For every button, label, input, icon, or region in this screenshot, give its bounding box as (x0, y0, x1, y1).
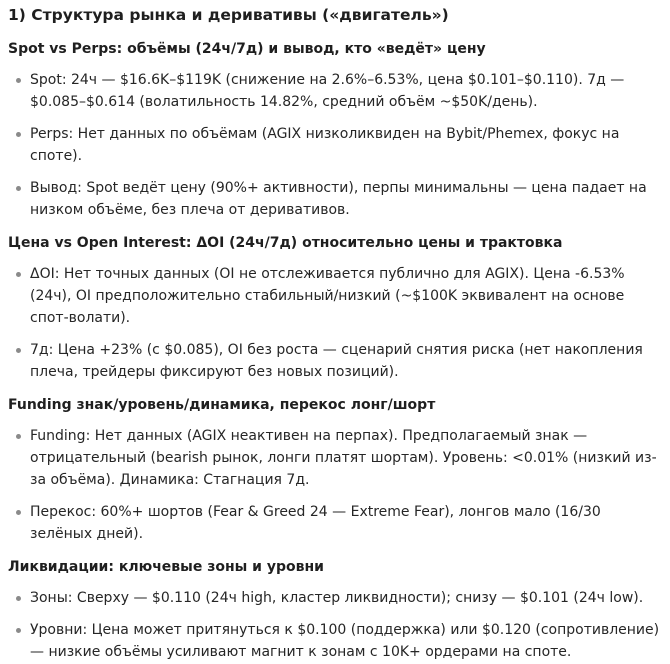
bullet-icon (16, 596, 21, 601)
section-heading-liquidations: Ликвидации: ключевые зоны и уровни (8, 559, 324, 575)
list-item-text: Уровни: Цена может притянуться к $0.100 (поддержка) или $0.120 (сопротивление) — низкие объёмы усиливают магнит к зонам с 10K+ ордерами на споте. (30, 622, 660, 660)
list-item (8, 587, 662, 609)
bullet-icon (16, 272, 21, 277)
section-heading-price-vs-oi: Цена vs Open Interest: ΔOI (24ч/7д) относительно цены и трактовка (8, 235, 563, 251)
list-item (8, 177, 662, 221)
section-heading-funding: Funding знак/уровень/динамика, перекос лонг/шорт (8, 397, 436, 413)
list-item (8, 123, 662, 167)
list-item-text: 7д: Цена +23% (с $0.085), OI без роста — сценарий снятия риска (нет накопления плеча, трейдеры фиксируют без новых позиций). (30, 342, 643, 380)
list-item-text: Зоны: Сверху — $0.110 (24ч high, кластер ликвидности); снизу — $0.101 (24ч low). (30, 590, 644, 606)
list-item (8, 339, 662, 383)
section-list-price-vs-oi (8, 263, 662, 383)
bullet-icon (16, 434, 21, 439)
bullet-icon (16, 628, 21, 633)
bullet-icon (16, 510, 21, 515)
bullet-icon (16, 186, 21, 191)
bullet-icon (16, 348, 21, 353)
list-item (8, 501, 662, 545)
list-item-text: Вывод: Spot ведёт цену (90%+ активности), перпы минимальны — цена падает на низком объёме, без плеча от деривативов. (30, 180, 647, 218)
list-item-text: ΔOI: Нет точных данных (OI не отслеживается публично для AGIX). Цена -6.53% (24ч), OI предположительно стабильный/низкий (~$100K эквивалент на основе спот-волати). (30, 266, 625, 326)
section-list-spot-vs-perps (8, 69, 662, 221)
list-item (8, 69, 662, 113)
bullet-icon (16, 78, 21, 83)
list-item (8, 425, 662, 491)
bullet-icon (16, 132, 21, 137)
list-item (8, 619, 662, 663)
list-item-text: Perps: Нет данных по объёмам (AGIX низколиквиден на Bybit/Phemex, фокус на споте). (30, 126, 620, 164)
list-item-text: Перекос: 60%+ шортов (Fear & Greed 24 — Extreme Fear), лонгов мало (16/30 зелёных дней). (30, 504, 601, 542)
page-title: 1) Структура рынка и деривативы («двигатель») (8, 6, 449, 24)
section-list-funding (8, 425, 662, 545)
list-item-text: Spot: 24ч — $16.6K–$119K (снижение на 2.6%–6.53%, цена $0.101–$0.110). 7д — $0.085–$0.614 (волатильность 14.82%, средний объём ~$50K/день). (30, 72, 625, 110)
list-item-text: Funding: Нет данных (AGIX неактивен на перпах). Предполагаемый знак — отрицательный (bearish рынок, лонги платят шортам). Уровень: <0.01% (низкий из-за объёма). Динамика: Стагнация 7д. (30, 428, 657, 488)
section-heading-spot-vs-perps: Spot vs Perps: объёмы (24ч/7д) и вывод, кто «ведёт» цену (8, 41, 486, 57)
section-list-liquidations (8, 587, 662, 663)
list-item (8, 263, 662, 329)
